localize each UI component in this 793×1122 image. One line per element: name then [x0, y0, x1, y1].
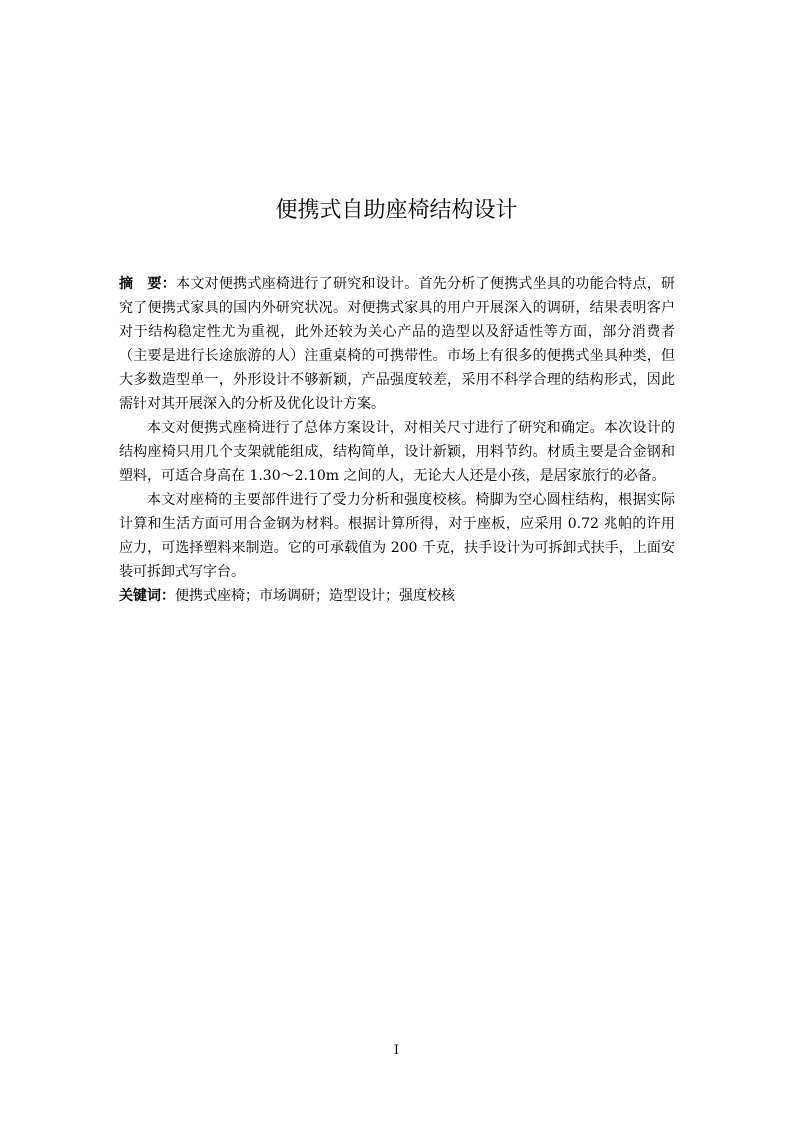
abstract-paragraph-2: 本文对便携式座椅进行了总体方案设计，对相关尺寸进行了研究和确定。本次设计的结构座椅只用几个支架就能组成，结构简单，设计新颖，用料节约。材质主要是合金钢和塑料，可适合身高在 1.30～2.10m 之间的人，无论大人还是小孩，是居家旅行的必备。 [119, 420, 675, 484]
page-number: I [393, 1043, 400, 1058]
keywords-line [119, 584, 675, 608]
keywords-text: 便携式座椅；市场调研；造型设计；强度校核 [175, 588, 455, 604]
abstract-label: 摘 要： [119, 276, 177, 292]
abstract-paragraph-1 [119, 272, 675, 416]
page-title: 便携式自助座椅结构设计 [275, 198, 518, 223]
abstract-paragraph-3: 本文对座椅的主要部件进行了受力分析和强度校核。椅脚为空心圆柱结构，根据实际计算和生活方面可用合金钢为材料。根据计算所得，对于座板，应采用 0.72 兆帕的许用应力，可选择塑料来制造。它的可承载值为 200 千克，扶手设计为可拆卸式扶手，上面安装可拆卸式写字台。 [119, 492, 675, 580]
abstract-section [119, 272, 675, 608]
keywords-label: 关键词： [119, 588, 175, 604]
abstract-paragraph-1-text: 本文对便携式座椅进行了研究和设计。首先分析了便携式坐具的功能合特点，研究了便携式家具的国内外研究状况。对便携式家具的用户开展深入的调研，结果表明客户对于结构稳定性尤为重视，此外还较为关心产品的造型以及舒适性等方面，部分消费者（主要是进行长途旅游的人）注重桌椅的可携带性。市场上有很多的便携式坐具种类，但大多数造型单一，外形设计不够新颖，产品强度较差，采用不科学合理的结构形式，因此需针对其开展深入的分析及优化设计方案。 [119, 276, 676, 412]
